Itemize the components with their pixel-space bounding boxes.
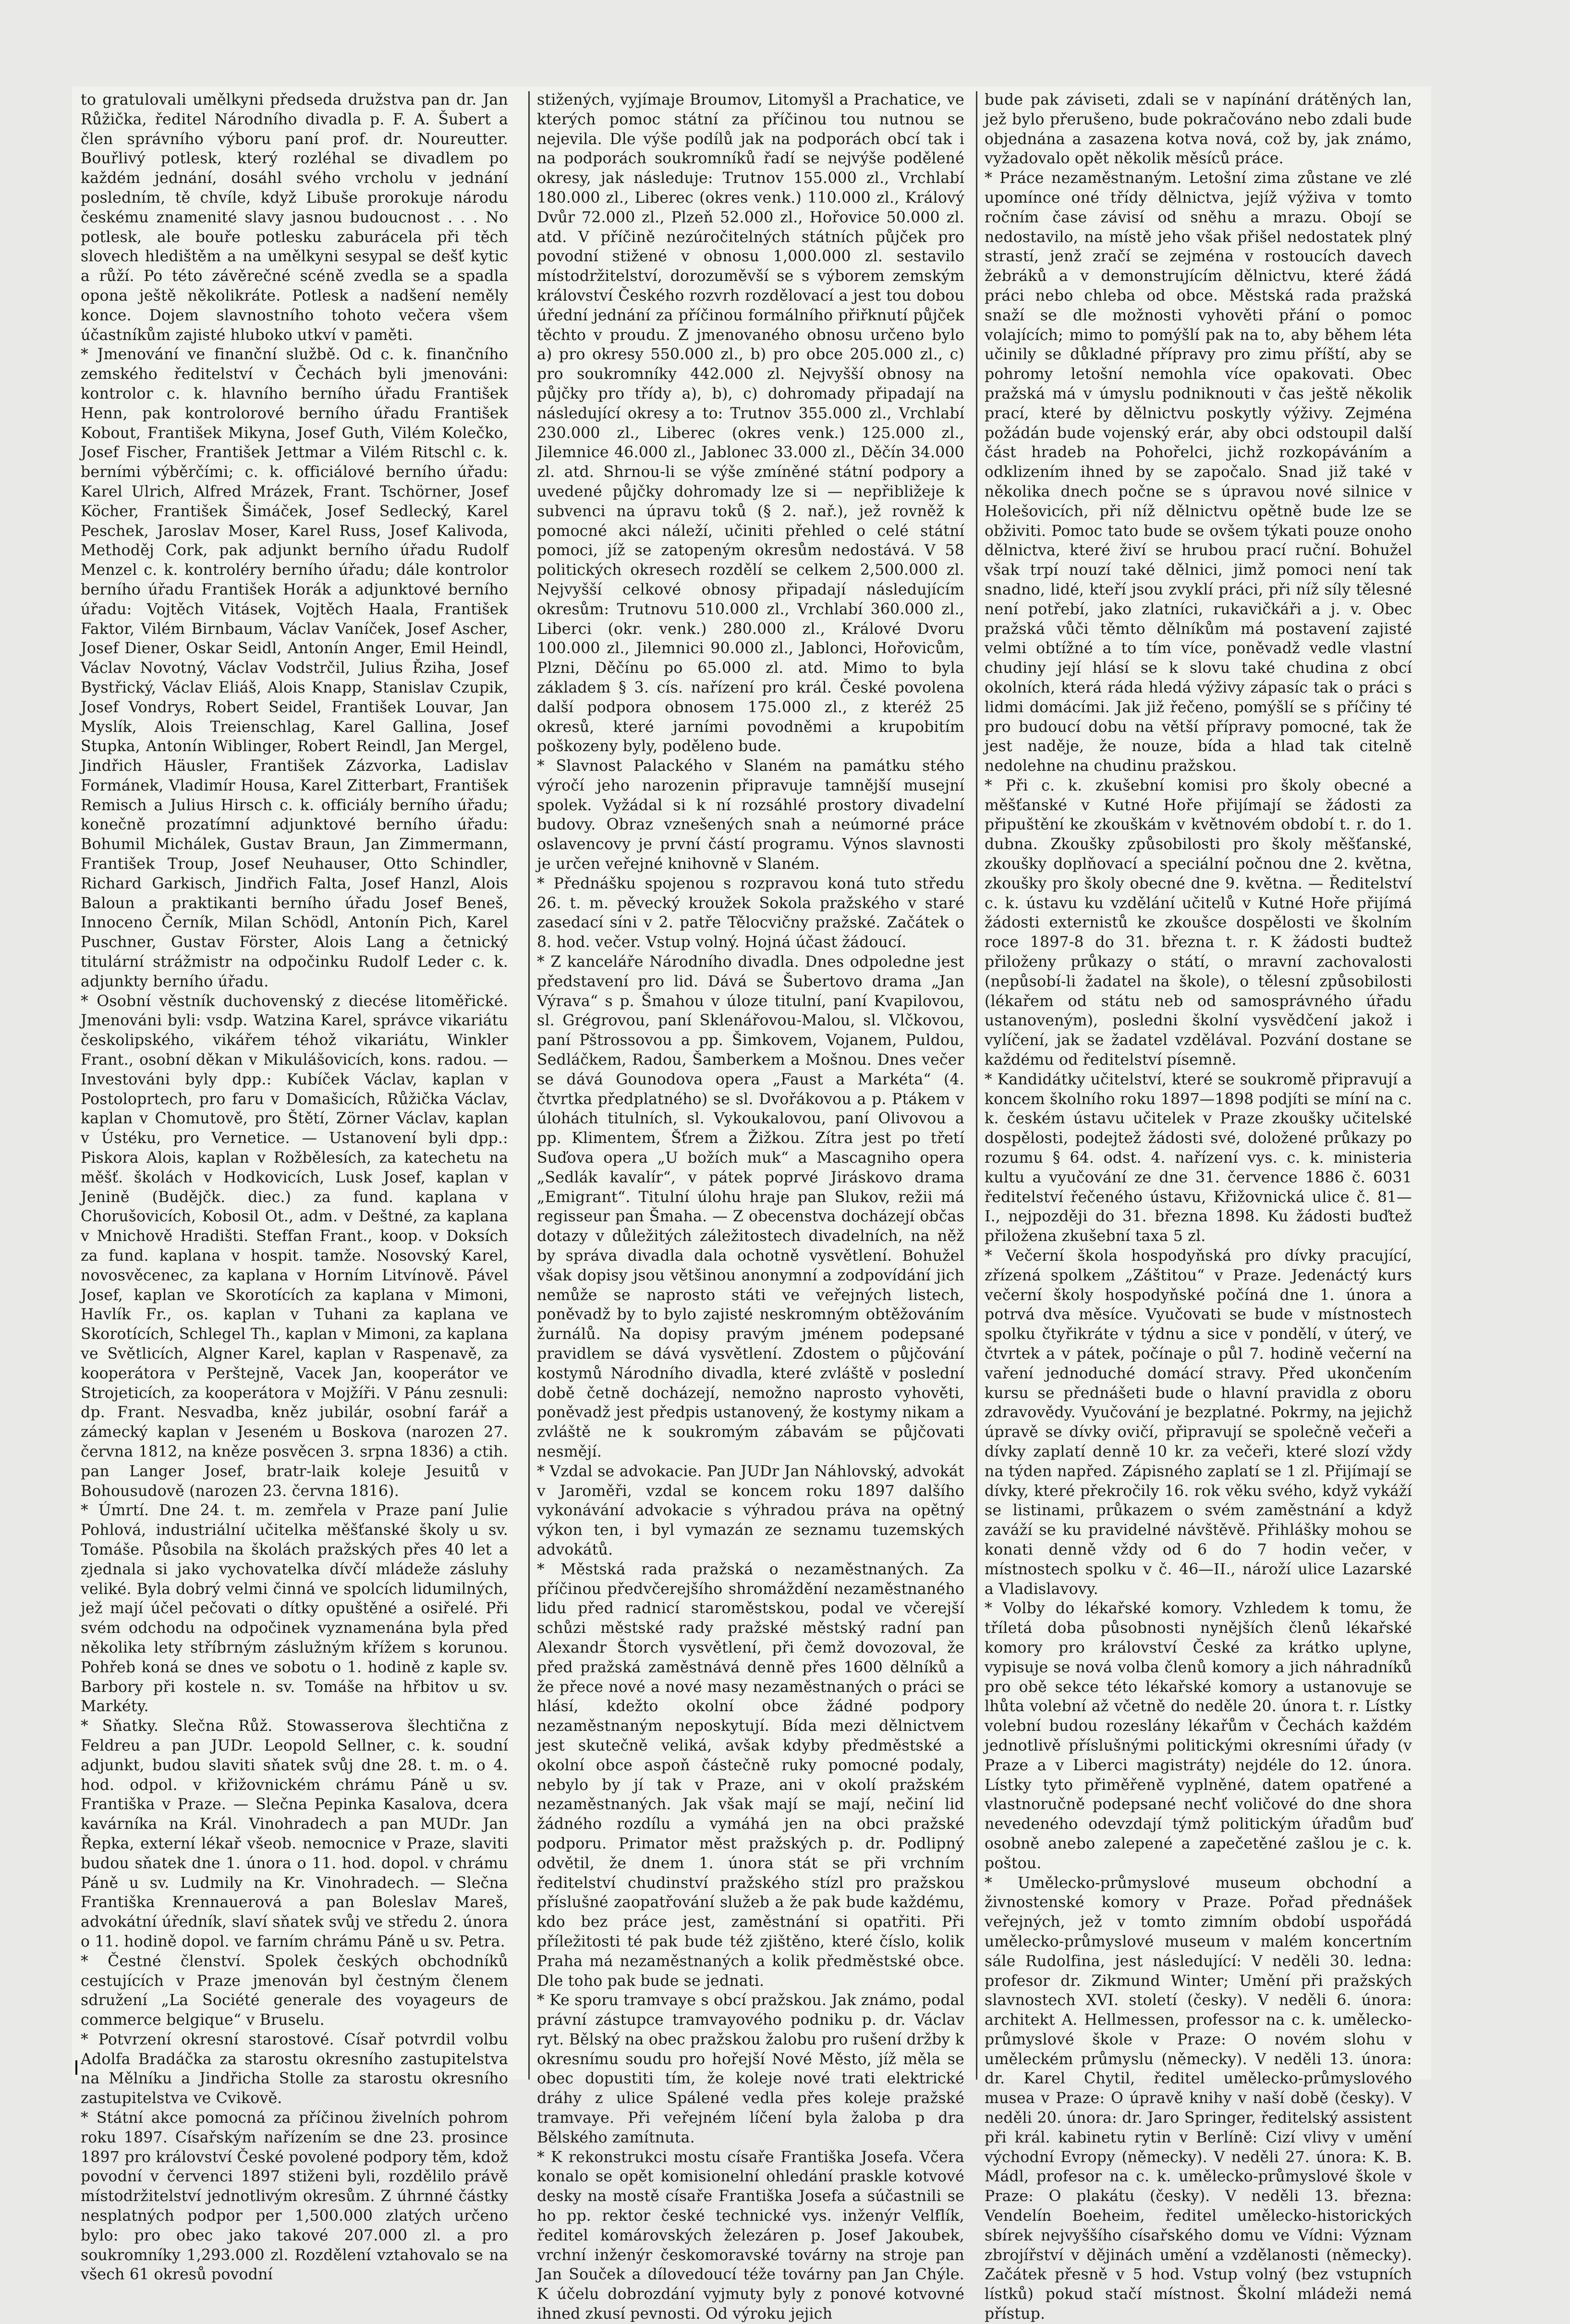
article-paragraph: stižených, vyjímaje Broumov, Litomyšl a Prachatice, ve kterých pomoc státní za příčinou tou nutnou se nejevila. Dle výše podílů jak na podporách obcí tak i na podporách soukromníků řadí se nejvýše podělené okresy, jak následuje: Trutnov 155.000 zl., Vrchlabí 180.000 zl., Liberec (okres venk.) 110.000 zl., Králový Dvůr 72.000 zl., Plzeň 52.000 zl., Hořovice 50.000 zl. atd. V příčině nezúročitelných státních půjček pro povodní stižené v obnosu 1,000.000 zl. sestavilo místodržitelství, dorozuměvší se s výborem zemským království Českého rozvrh rozdělovací a jest tou dobou úřední jednání za příčinou formálního přiřknutí půjček těchto v proudu. Z jmenovaného obnosu určeno bylo a) pro okresy 550.000 zl., b) pro obce 205.000 zl., c) pro soukromníky 442.000 zl. Nejvyšší obnosy na půjčky pro třídy a), b), c) dohromady připadají na následující okresy a to: Trutnov 355.000 zl., Vrchlabí 230.000 zl., Liberec (okres venk.) 125.000 zl., Jilemnice 46.000 zl., Jablonec 33.000 zl., Děčín 34.000 zl. atd. Shrnou-li se výše zmíněné státní podpory a uvedené půjčky dohromady lze si — nepřibližeje k subvenci na úpravu toků (§ 2. nař.), jež rovněž k pomocné akci náleží, učiniti přehled o celé státní pomoci, jíž se zatopeným okresům nedostává. V 58 politických okresech rozdělí se celkem 2,500.000 zl. Nejvyšší celkové obnosy připadají následujícím okresům: Trutnovu 510.000 zl., Vrchlabí 360.000 zl., Liberci (okr. venk.) 280.000 zl., Králové Dvoru 100.000 zl., Jilemnici 90.000 zl., Jablonci, Hořovicům, Plzni, Děčínu po 65.000 zl. atd. Mimo to byla základem § 3. cís. nařízení pro král. České povolena další podpora obnosem 175.000 zl., z kteréž 25 okresů, které jarními povodněmi a krupobitím poškozeny byly, poděleno bude. [537, 91, 964, 755]
article-paragraph: * Státní akce pomocná za příčinou živelních pohrom roku 1897. Císařským nařízením se dne 23. prosince 1897 pro království České povolené podpory těm, kdož povodní v červenci 1897 stiženi byli, rozdělilo právě místodržitelství jednotlivým okresům. Z úhrnné částky nesplatných podpor per 1,500.000 zlatých určeno bylo: pro obec jako takové 207.000 zl. a pro soukromníky 1,293.000 zl. Rozdělení vztahovalo se na všech 61 okresů povodní [81, 2109, 508, 2284]
article-paragraph: * Čestné členství. Spolek českých obchodníků cestujících v Praze jmenován byl čestným členem sdružení „La Société generale des voyageurs de commerce belgique“ v Bruselu. [81, 1952, 508, 2029]
newspaper-page [72, 86, 1431, 2323]
column-divider [976, 91, 977, 2080]
article-paragraph: * Z kanceláře Národního divadla. Dnes odpoledne jest představení pro lid. Dává se Šubertovo drama „Jan Výrava“ s p. Šmahou v úloze titulní, paní Kvapilovou, sl. Grégrovou, paní Sklenářovou-Malou, sl. Vlčkovou, paní Pštrossovou a pp. Šimkovem, Vojanem, Puldou, Sedláčkem, Radou, Šamberkem a Mošnou. Dnes večer se dává Gounodova opera „Faust a Markéta“ (4. čtvrtka předplatného) se sl. Dvořákovou a p. Ptákem v úlohách titulních, sl. Vykoukalovou, paní Olivovou a pp. Klimentem, Šťrem a Žižkou. Zítra jest po třetí Suďova opera „U božích muk“ a Mascagniho opera „Sedlák kavalír“, v pátek poprvé Jiráskovo drama „Emigrant“. Titulní úlohu hraje pan Slukov, režii má regisseur pan Šmaha. — Z obecenstva docházejí občas dotazy v důležitých záležitostech divadelních, na něž by správa divadla dala ochotně vysvětlení. Bohužel však dopisy jsou většinou anonymní a zodpovídání jich nemůže se naprosto státi ve veřejných listech, poněvadž by to bylo zajisté neskromným obtěžováním žurnálů. Na dopisy pravým jménem podepsané pravidlem se dává vysvětlení. Zdostem o půjčování kostymů Národního divadla, které zvláště v poslední době četně docházejí, nemožno naprosto vyhověti, poněvadž jest předpis ustanovený, že kostymy nikam a zvláště ne k soukromým zábavám se půjčovati nesmějí. [537, 953, 964, 1460]
article-paragraph: bude pak záviseti, zdali se v napínání drátěných lan, jež bylo přerušeno, bude pokračováno nebo zdali bude objednána a zasazena kotva nová, což by, jak známo, vyžadovalo opět několik měsíců práce. [985, 91, 1412, 168]
column-middle [537, 90, 964, 2324]
article-paragraph: * Vzdal se advokacie. Pan JUDr Jan Náhlovský, advokát v Jaroměři, vzdal se koncem roku 1897 dalšího vykonávání advokacie s výhradou práva na opětný výkon ten, i byl vymazán ze seznamu tuzemských advokátů. [537, 1462, 964, 1558]
article-paragraph: * Práce nezaměstnaným. Letošní zima zůstane ve zlé upomínce oné třídy dělnictva, jejíž výživa v tomto ročním čase závisí od sněhu a mrazu. Obojí se nedostavilo, na místě jeho však přišel nedostatek plný strastí, jenž zračí se zejména v rostoucích davech žebráků a v demonstrujícím dělnictvu, které žádá práci nebo chleba od obce. Městská rada pražská snaží se dle možnosti vyhověti přání o pomoc volajících; mimo to pomýšlí pak na to, aby během léta učinily se důkladné přípravy pro zimu příští, aby se pohromy letošní nemohla více opakovati. Obec pražská má v úmyslu podniknouti v čas ještě několik prací, které by dělnictvu poskytly výživy. Zejména požádán bude vojenský erár, aby obci odstoupil další část hradeb na Pohořelci, jichž rozkopáváním a odklizením ihned by se započalo. Snad již také v několika dnech počne se s úpravou nové silnice v Holešovicích, při níž dělnictvu opětně bude lze se obživiti. Pomoc tato bude se ovšem týkati pouze onoho dělnictva, které živí se hrubou prací ruční. Bohužel však trpí nouzí také dělnici, jimž pomoci není tak snadno, lidé, kteří jsou zvyklí práci, při níž síly tělesné není potřebí, jako zlatníci, rukavičkáři a j. v. Obec pražská vůči těmto dělníkům má postavení zajisté velmi obtížné a to tím více, poněvadž vedle vlastní chudiny její hlásí se k slovu také chudina z obcí okolních, která ráda hledá výživy zápasíc tak o práci s lidmi domácími. Jak již řečeno, pomýšlí se s příčiny té pro budoucí dobu na větší přípravy pomocné, tak že jest naděje, že nouze, bída a hlad tak citelně nedolehne na chudinu pražskou. [985, 170, 1412, 775]
article-paragraph: * Večerní škola hospodyňská pro dívky pracující, zřízená spolkem „Záštitou“ v Praze. Jedenáctý kurs večerní školy hospodyňské počíná dne 1. února a potrvá dva měsíce. Vyučovati se bude v místnostech spolku čtyřikráte v týdnu a sice v pondělí, v úterý, ve čtvrtek a v pátek, počínaje o půl 7. hodině večerní na vaření jednoduché domácí stravy. Před ukončením kursu se přednášeti bude o hlavní pravidla z oboru zdravovědy. Vyučování je bezplatné. Pokrmy, na jejichž úpravě se dívky ovičí, připravují se společně večeři a dívky zaplatí denně 10 kr. za večeři, které slozí vždy na týden napřed. Zápisného zaplatí se 1 zl. Přijímají se dívky, které překročily 16. rok věku svého, když vykáží se listinami, průkazem o svém zaměstnání a když zaváží se ku pravidelné návštěvě. Přihlášky mohou se konati denně vždy od 6 do 7 hodin večer, v místnostech spolku v č. 46—II., nároží ulice Lazarské a Vladislavovy. [985, 1247, 1412, 1598]
article-paragraph: * Umělecko-průmyslové museum obchodní a živnostenské komory v Praze. Pořad přednášek veřejných, jež v tomto zimním období uspořádá umělecko-průmyslové museum v malém koncertním sále Rudolfina, jest následující: V neděli 30. ledna: profesor dr. Zikmund Winter; Umění při pražských slavnostech XVI. století (česky). V neděli 6. února: architekt A. Hellmessen, professor na c. k. umělecko-průmyslové škole v Praze: O novém slohu v uměleckém průmyslu (německy). V neděli 13. února: dr. Karel Chytil, ředitel umělecko-průmyslového musea v Praze: O úpravě knihy v naší době (česky). V neděli 20. února: dr. Jaro Springer, ředitelský assistent při král. kabinetu rytin v Berlíně: Cizí vlivy v umění východní Evropy (německy). V neděli 27. února: K. B. Mádl, profesor na c. k. umělecko-průmyslové škole v Praze: O plakátu (česky). V neděli 13. března: Vendelín Boeheim, ředitel umělecko-historických sbírek nejvyššího císařského domu ve Vídni: Význam zbrojířství v dějinách umění a vzdělanosti (německy). Začátek přesně v 5 hod. Vstup volný (bez vstupních lístků) pokud stačí místnost. Školní mládeži nemá přístup. [985, 1874, 1412, 2323]
article-paragraph: * Ke sporu tramvaye s obcí pražskou. Jak známo, podal právní zástupce tramvayového podniku p. dr. Václav ryt. Bělský na obec pražskou žalobu pro rušení držby k okresnímu soudu pro hořejší Nové Město, jíž měla se obec dopustiti tím, že koleje nové trati elektrické dráhy z ulice Spálené vedla přes koleje pražské tramvaye. Při veřejném líčení byla žaloba p dra Bělského zamítnuta. [537, 1992, 964, 2146]
column-divider [528, 91, 530, 2080]
column-right [985, 90, 1412, 2324]
column-left [81, 90, 508, 2285]
article-paragraph: * Městská rada pražská o nezaměstnaných. Za příčinou předvčerejšího shromáždění nezaměstnaného lidu před radnicí staroměstskou, podal ve včerejší schůzi městské rady pražské městský radní pan Alexandr Štorch vysvětlení, při čemž dovozoval, že před pražská zaměstnává denně přes 1600 dělníků a že přece nové a nové masy nezaměstnaných o práci se hlásí, kdežto okolní obce žádné podpory nezaměstnaným neposkytují. Bída mezi dělnictvem jest skutečně veliká, avšak kdyby předměstské a okolní obce aspoň částečně ruky pomocné podaly, nebylo by jí tak v Praze, ani v okolí pražském nezaměstnaných. Jak však mají se mají, nečiní lid žádného rozdílu a vymáhá jen na obci pražské podporu. Primator měst pražských p. dr. Podlipný odvětil, že dnem 1. února stát se při vrchním ředitelství chudinství pražského stízl pro pražskou příslušné zaopatřování služeb a že pak bude každému, kdo bez práce jest, zaměstnání si opatřiti. Při příležitosti té pak bude též zjištěno, které číslo, kolik Praha má nezaměstnaných a kolik předměstské obce. Dle toho pak bude se jednati. [537, 1560, 964, 1990]
article-paragraph: * Slavnost Palackého v Slaném na památku stého výročí jeho narozenin připravuje tamnější musejní spolek. Vyžádal si k ní rozsáhlé prostory divadelní budovy. Obraz vznešených snah a neúmorné práce oslavencovy je první částí programu. Výnos slavnosti je určen veřejné knihovně v Slaném. [537, 757, 964, 873]
article-paragraph: * K rekonstrukci mostu císaře Františka Josefa. Včera konalo se opět komisionelní ohledání praskle kotvové desky na mostě císaře Františka Josefa a súčastnili se ho pp. rektor české technické vys. inženýr Velflík, ředitel komárovských železáren p. Josef Jakoubek, vrchní inženýr českomoravské továrny na stroje pan Jan Souček a dílovedoucí téže továrny pan Jan Chýle. K účelu dobrozdání vyjmuty byly z ponové kotvovné ihned zkusí pevnosti. Od výroku jejich [537, 2148, 964, 2323]
article-paragraph: * Osobní věstník duchovenský z diecése litoměřické. Jmenováni byli: vsdp. Watzina Karel, správce vikariátu českolipského, vikářem téhož vikariátu, Winkler Frant., osobní děkan v Mikulášovicích, kons. radou. — Investováni byly dpp.: Kubíček Václav, kaplan v Postoloprtech, pro faru v Domašicích, Růžička Václav, kaplan v Chomutově, pro Štětí, Zörner Václav, kaplan v Ústéku, pro Vernetice. — Ustanovení byli dpp.: Piskora Alois, kaplan v Rožbělesích, za katechetu na měšť. školách v Hodkovicích, Lusk Josef, kaplan v Jenině (Budějčk. diec.) za fund. kaplana v Chorušovicích, Kobosil Ot., adm. v Deštné, za kaplana v Mnichově Hradišti. Steffan Frant., koop. v Doksích za fund. kaplana v hospit. tamže. Nosovský Karel, novosvěcenec, za kaplana v Horním Litvínově. Pável Josef, kaplan ve Skorotících za kaplana v Mimoni, Havlík Fr., os. kaplan v Tuhani za kaplana ve Skorotících, Schlegel Th., kaplan v Mimoni, za kaplana ve Světlicích, Algner Karel, kaplan v Raspenavě, za kooperátora v Perštejně, Vacek Jan, kooperátor ve Strojeticích, za kooperátora v Mojžíři. V Pánu zesnuli: dp. Frant. Nesvadba, kněz jubilár, osobní farář a zámecký kaplan v Jeseném u Boskova (narozen 27. června 1812, na kněze posvěcen 3. srpna 1836) a ctih. pan Langer Josef, bratr-laik koleje Jesuitů v Bohousudově (narozen 23. června 1816). [81, 992, 508, 1500]
article-paragraph: * Kandidátky učitelství, které se soukromě připravují a koncem školního roku 1897—1898 podjíti se míní na c. k. českém ústavu učitelek v Praze zkoušky učitelské dospělosti, podejtež žádosti své, doložené průkazy po rozumu § 64. odst. 4. nařízení vys. c. k. ministeria kultu a vyučování ze dne 31. července 1886 č. 6031 ředitelství řečeného ústavu, Křižovnická ulice č. 81—I., nejpozději do 31. března 1898. Ku žádosti buďtež přiložena zkušební taxa 5 zl. [985, 1071, 1412, 1245]
article-paragraph: * Přednášku spojenou s rozpravou koná tuto středu 26. t. m. pěvecký kroužek Sokola pražského v staré zasedací síni v 2. patře Tělocvičny pražské. Začátek o 8. hod. večer. Vstup volný. Hojná účast žádoucí. [537, 875, 964, 951]
article-paragraph: * Úmrtí. Dne 24. t. m. zemřela v Praze paní Julie Pohlová, industriální učitelka měšťanské školy u sv. Tomáše. Působila na školách pražských přes 40 let a zjednala si jako vychovatelka dívčí mládeže zásluhy veliké. Byla dobrý velmi činná ve spolcích lidumilných, jež mají účel pečovati o dítky opuštěné a osiřelé. Při svém odchodu na odpočinek vyznamenána byla před několika lety stříbrným záslužným křížem s korunou. Pohřeb koná se dnes ve sobotu o 1. hodině z kaple sv. Barbory při kostele n. sv. Tomáše na hřbitov u sv. Markéty. [81, 1502, 508, 1716]
margin-mark [75, 2060, 77, 2075]
article-paragraph: * Sňatky. Slečna Růž. Stowasserova šlechtična z Feldreu a pan JUDr. Leopold Sellner, c. k. soudní adjunkt, budou slaviti sňatek svůj dne 28. t. m. o 4. hod. odpol. v křižovnickém chrámu Páně u sv. Františka v Praze. — Slečna Pepinka Kasalova, dcera kavárníka na Král. Vinohradech a pan MUDr. Jan Řepka, externí lékař všeob. nemocnice v Praze, slaviti budou sňatek dne 1. února o 11. hod. dopol. v chrámu Páně u sv. Ludmily na Kr. Vinohradech. — Slečna Františka Krennauerová a pan Boleslav Mareš, advokátní úředník, slaví sňatek svůj ve středu 2. února o 11. hodině dopol. ve farním chrámu Páně u sv. Petra. [81, 1717, 508, 1950]
article-paragraph: to gratulovali umělkyni předseda družstva pan dr. Jan Růžička, ředitel Národního divadla p. F. A. Šubert a člen správního výboru paní prof. dr. Noureutter. Bouřlivý potlesk, který rozléhal se divadlem po každém jednání, dosáhl svého vrcholu v jednání posledním, tě chvíle, když Libuše prorokuje národu českému znamenité slavy jasnou budoucnost . . . No potlesk, ale bouře potlesku zaburácela při těch slovech hledištěm a na umělkyni sesypal se dešť kytic a růží. Po této závěrečné scéně zvedla se a spadla opona ještě několikráte. Potlesk a nadšení neměly konce. Dojem slavnostního tohoto večera všem účastníkům zajisté hluboko utkví v paměti. [81, 91, 508, 344]
article-paragraph: * Potvrzení okresní starostové. Císař potvrdil volbu Adolfa Bradáčka za starostu okresního zastupitelstva na Mělníku a Jindřicha Stolle za starostu okresního zastupitelstva ve Cvikově. [81, 2031, 508, 2107]
article-paragraph: * Při c. k. zkušební komisi pro školy obecné a měšťanské v Kutné Hoře přijímají se žádosti za připuštění ke zkouškám v květnovém období t. r. do 1. dubna. Zkoušky způsobilosti pro školy měšťanské, zkoušky doplňovací a speciální počnou dne 2. května, zkoušky pro školy obecné dne 9. května. — Ředitelství c. k. ústavu ku vzdělání učitelů v Kutné Hoře přijímá žádosti externistů ke zkoušce dospělosti ve školním roce 1897-8 do 31. března t. r. K žádosti budtež přiloženy průkazy o státí, o mravní zachovalosti (nepůsobí-li žadatel na škole), o tělesní způsobilosti (lékařem od státu neb od samosprávného úřadu ustanoveným), posledni školní vysvědčení jakož i vylíčení, jak se žadatel vzdělával. Pozvání dostane se každému od ředitelství písemně. [985, 777, 1412, 1069]
article-paragraph: * Volby do lékařské komory. Vzhledem k tomu, že tříletá doba působnosti nynějších členů lékařské komory pro království České za krátko uplyne, vypisuje se nová volba členů komory a jich náhradníků pro obě sekce této lékařské komory a ustanovuje se lhůta volební až včetně do neděle 20. února t. r. Lístky volební budou rozeslány lékařům v Čechách každém jednotlivě příslušnými politickými okresními úřady (v Praze a v Liberci magistráty) nejdéle do 12. února. Lístky tyto přiměřeně vyplněné, datem opatřené a vlastnoručně podepsané nechť voličové do dne shora nevedeného odevzdají týmž politickým úřadům buď osobně anebo zalepené a zapečetěné zašlou je c. k. poštou. [985, 1600, 1412, 1872]
article-paragraph: * Jmenování ve finanční službě. Od c. k. finančního zemského ředitelství v Čechách byli jmenováni: kontrolor c. k. hlavního berního úřadu František Henn, pak kontrolorové berního úřadu František Kobout, František Mikyna, Josef Guth, Vilém Kolečko, Josef Fischer, František Jettmar a Vilém Ritschl c. k. berními výběrčími; c. k. officiálové berního úřadu: Karel Ulrich, Alfred Mrázek, Frant. Tschörner, Josef Köcher, František Šimáček, Josef Sedlecký, Karel Peschek, Jaroslav Moser, Karel Russ, Josef Kalivoda, Methoděj Cork, pak adjunkt berního úřadu Rudolf Menzel c. k. kontroléry berního úřadu; dále kontrolor berního úřadu František Horák a adjunktové berního úřadu: Vojtěch Vitásek, Vojtěch Haala, František Faktor, Vilém Birnbaum, Václav Vaníček, Josef Ascher, Josef Diener, Oskar Seidl, Antonín Anger, Emil Heindl, Václav Novotný, Václav Vodstrčil, Julius Řziha, Josef Bystřický, Václav Eliáš, Alois Knapp, Stanislav Czupik, Josef Vondrys, Robert Seidel, František Louvar, Jan Myslík, Alois Treienschlag, Karel Gallina, Josef Stupka, Antonín Wiblinger, Robert Reindl, Jan Mergel, Jindřich Häusler, František Zázvorka, Ladislav Formánek, Vladimír Housa, Karel Zitterbart, František Remisch a Julius Hirsch c. k. officiály berního úřadu; konečně prozatímní adjunktové berního úřadu: Bohumil Michálek, Gustav Braun, Jan Zimmermann, František Troup, Josef Neuhauser, Otto Schindler, Richard Garkisch, Jindřich Falta, Josef Hanzl, Alois Baloun a praktikanti berního úřadu Josef Beneš, Innoceno Černík, Milan Schödl, Antonín Pich, Karel Puschner, Gustav Förster, Alois Lang a četnický titulární strážmistr na odpočinku Rudolf Leder c. k. adjunkty berního úřadu. [81, 346, 508, 990]
